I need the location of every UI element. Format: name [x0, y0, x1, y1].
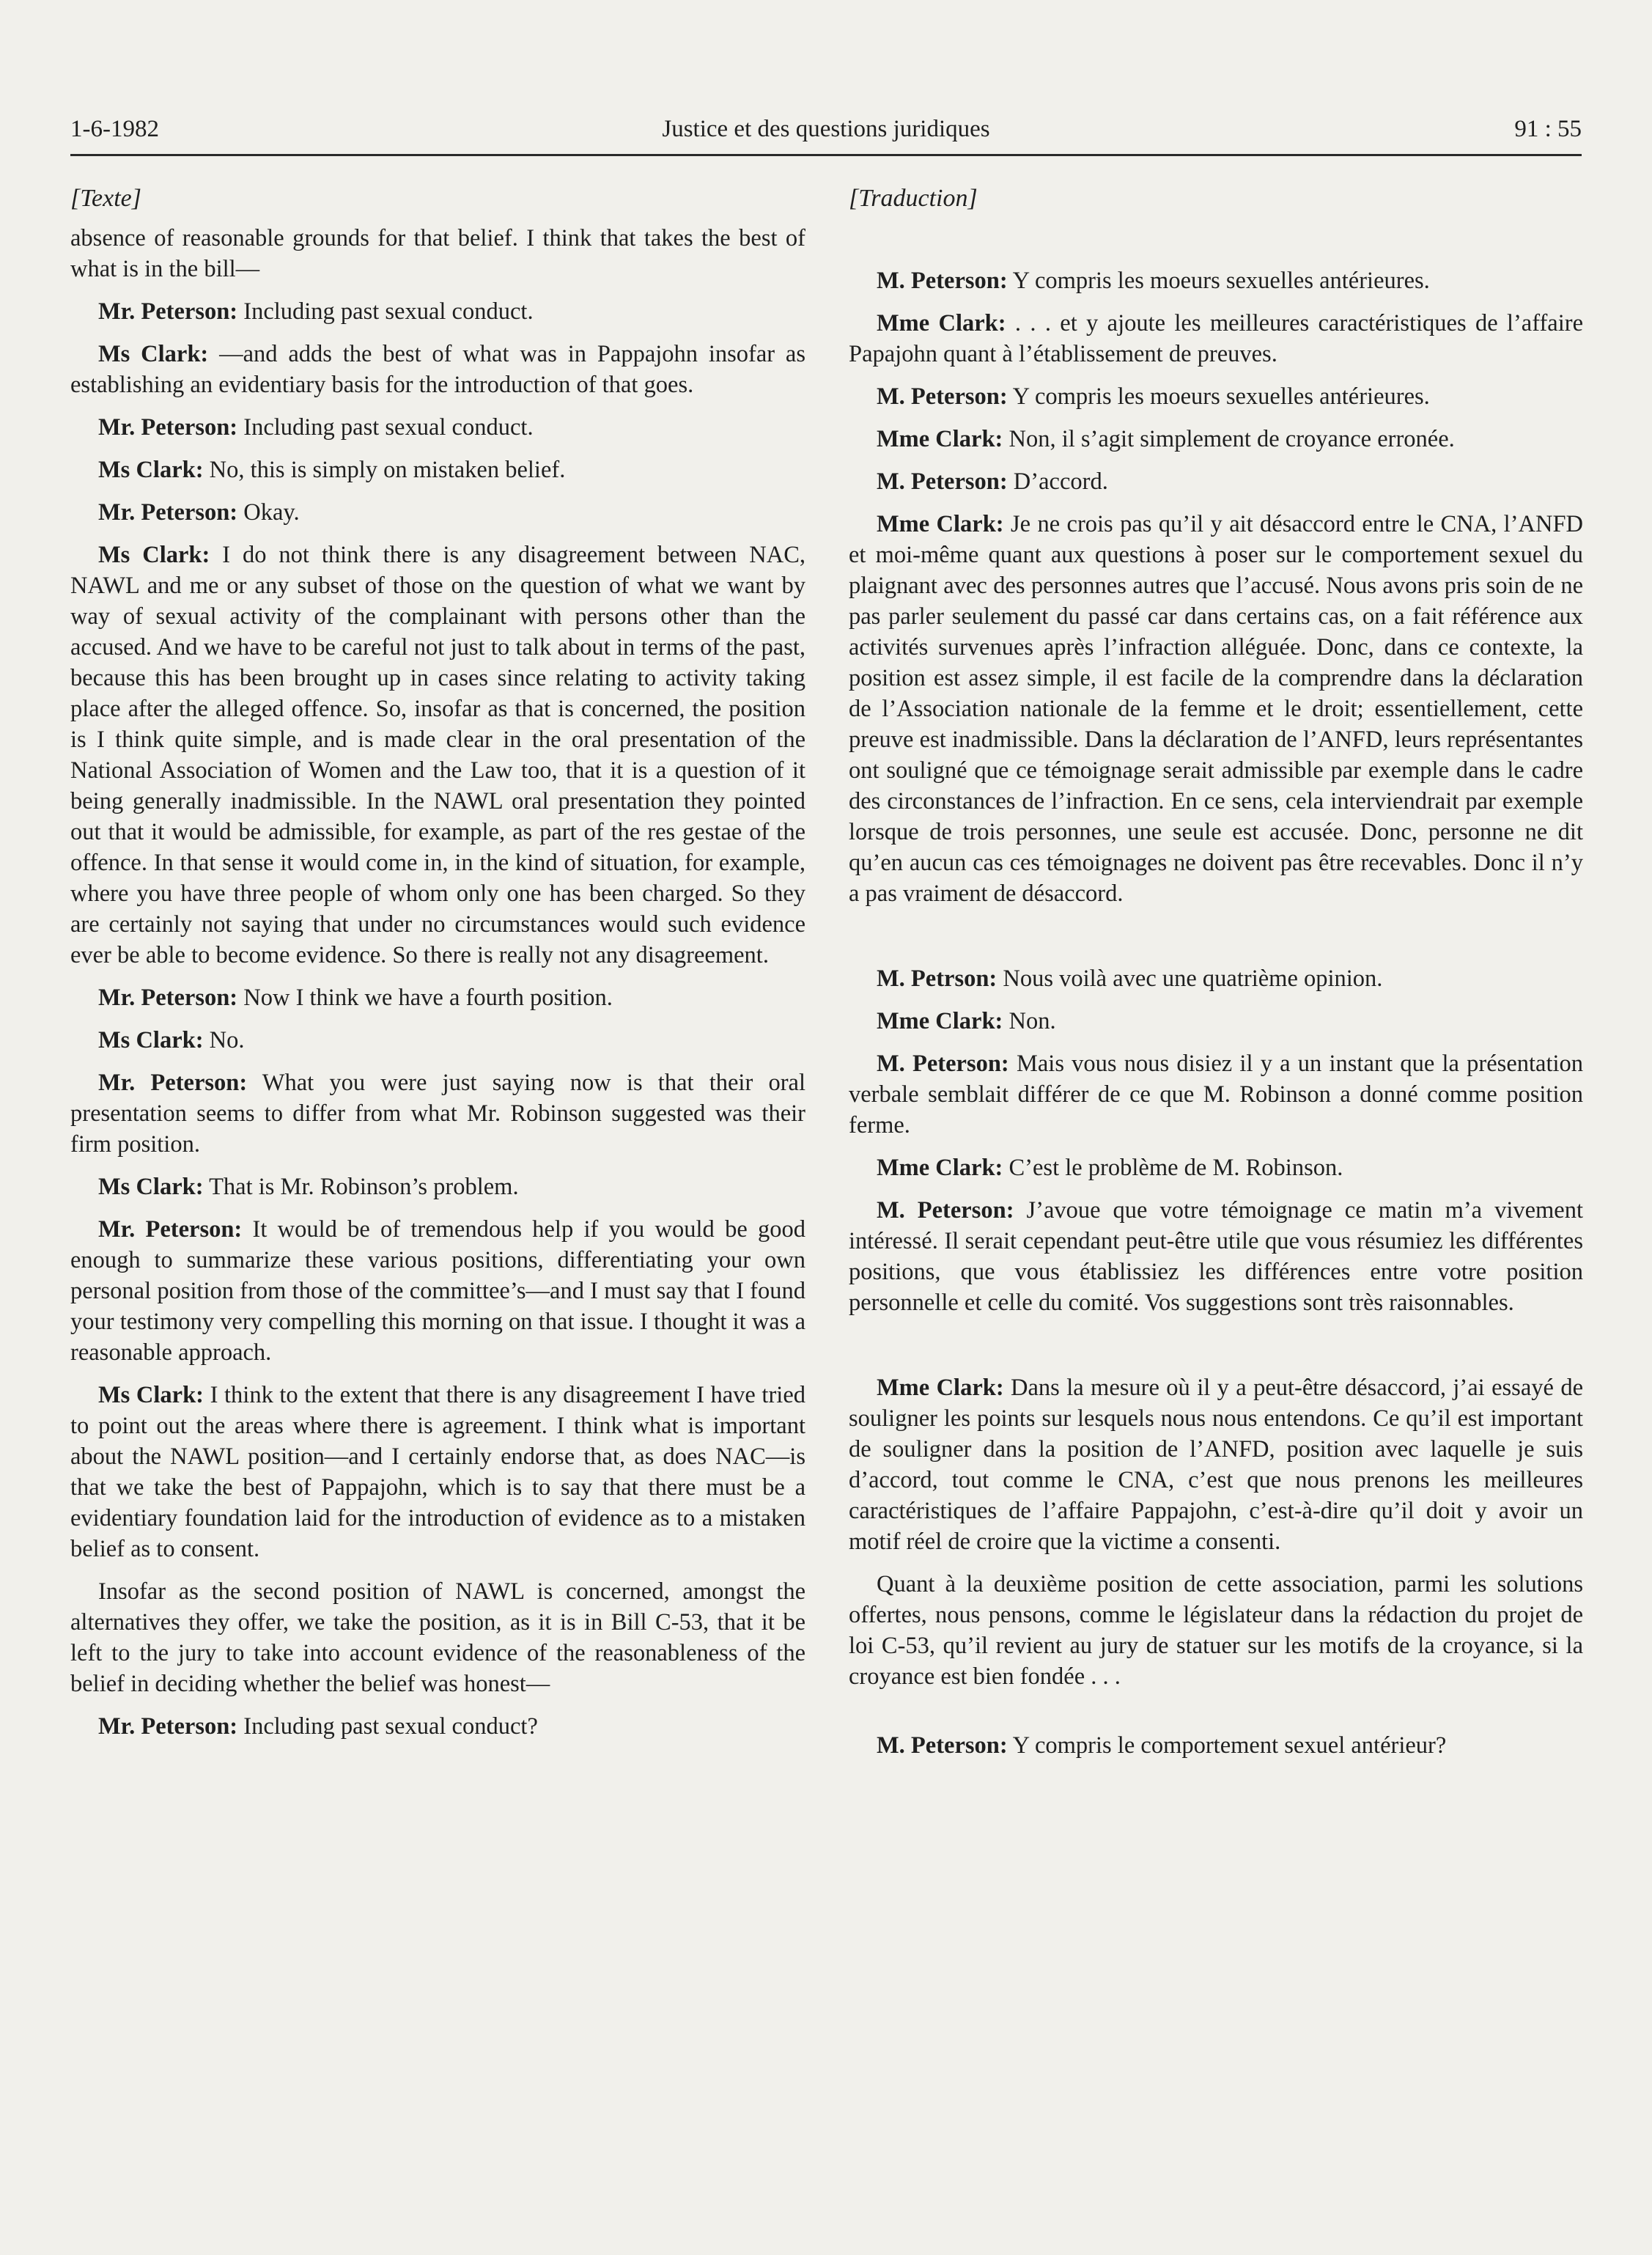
fr-turn-11 — [849, 1195, 1583, 1318]
speech: . . . et y ajoute les meilleures caractéristiques de l’affaire Papajohn quant à l’établissement de preuves. — [849, 310, 1583, 367]
speech: It would be of tremendous help if you would be good enough to summarize these various positions, differentiating your own personal position from those of the committee’s—and I must say that I found your testimony very compelling this morning on that issue. I thought it was a reasonable approach. — [70, 1216, 805, 1366]
spacer — [849, 921, 1583, 963]
speech: Including past sexual conduct? — [237, 1713, 538, 1740]
en-turn-3 — [70, 412, 805, 443]
speaker: Ms Clark: — [98, 542, 210, 568]
speech: Non, il s’agit simplement de croyance erronée. — [1003, 426, 1455, 452]
speaker: M. Peterson: — [877, 383, 1008, 410]
speaker: Ms Clark: — [98, 341, 209, 367]
speaker: M. Peterson: — [877, 1051, 1009, 1077]
speech: I do not think there is any disagreement between NAC, NAWL and me or any subset of those on the question of what we want by way of sexual activity of the complainant with persons other than the accused. And we have to be careful not just to talk about in terms of the past, because this has been brought up in cases since relating to activity taking place after the alleged offence. So, insofar as that is concerned, the position is I think quite simple, and is made clear in the oral presentation of the National Association of Women and the Law too, that it is a question of it being generally inadmissible. In the NAWL oral presentation they pointed out that it would be admissible, for example, as part of the res gestae of the offence. In that sense it would come in, in the kind of situation, for example, where you have three people of whom only one has been charged. So they are certainly not saying that under no circumstances would such evidence ever be able to become evidence. So there is really not any disagreement. — [70, 542, 805, 968]
speech: Dans la mesure où il y a peut-être désaccord, j’ai essayé de souligner les points sur lesquels nous nous entendons. Ce qu’il est important de souligner dans la position de l’ANFD, position avec laquelle je suis d’accord, tout comme le CNA, c’est que nous prenons les meilleures caractéristiques de l’affaire Pappajohn, c’est-à-dire qu’il doit y avoir un motif réel de croire que la victime a consenti. — [849, 1375, 1583, 1555]
speech: No, this is simply on mistaken belief. — [203, 457, 566, 483]
speaker: Mr. Peterson: — [98, 1216, 243, 1243]
speech: I think to the extent that there is any disagreement I have tried to point out the areas where there is agreement. I think what is important about the NAWL position—and I certainly endorse that, as does NAC—is that we take the best of Pappajohn, which is to say that there must be a evidentiary foundation laid for the introduction of evidence as to a mistaken belief as to consent. — [70, 1382, 805, 1562]
speech: No. — [203, 1027, 245, 1053]
fr-turn-10 — [849, 1152, 1583, 1183]
en-turn-13 — [70, 1576, 805, 1699]
speaker: M. Peterson: — [877, 1197, 1014, 1224]
speaker: Mr. Peterson: — [98, 1070, 248, 1096]
fr-turn-14 — [849, 1730, 1583, 1761]
speech: Non. — [1003, 1008, 1056, 1034]
speech: Insofar as the second position of NAWL is concerned, amongst the alternatives they offer, we take the position, as it is in Bill C-53, that it be left to the jury to take into account evidence of the reasonableness of the belief in deciding whether the belief was honest— — [70, 1578, 805, 1697]
speech: Je ne crois pas qu’il y ait désaccord entre le CNA, l’ANFD et moi-même quant aux questions à poser sur le comportement sexuel du plaignant avec des personnes autres que l’accusé. Nous avons pris soin de ne pas parler seulement du passé car dans certains cas, on a fait référence aux activités survenues après l’infraction alléguée. Donc, dans ce contexte, la position est assez simple, il est facile de la comprendre dans la déclaration de l’Association nationale de la femme et le droit; essentiellement, cette preuve est inadmissible. Dans la déclaration de l’ANFD, leurs représentantes ont souligné que ce témoignage serait admissible par exemple dans le cadre des circonstances de l’infraction. En ce sens, cela interviendrait par exemple lorsque de trois personnes, une seule est accusée. Donc, personne ne dit qu’en aucun cas ces témoignages ne doivent pas être recevables. Donc il n’y a pas vraiment de désaccord. — [849, 511, 1583, 907]
en-turn-2 — [70, 339, 805, 400]
fr-turn-1 — [849, 265, 1583, 296]
header-title: Justice et des questions juridiques — [662, 116, 990, 142]
fr-turn-4 — [849, 424, 1583, 455]
speech: Y compris les moeurs sexuelles antérieures. — [1007, 383, 1430, 410]
speaker: Ms Clark: — [98, 1382, 204, 1408]
speaker: Mme Clark: — [877, 1375, 1004, 1401]
speech: Nous voilà avec une quatrième opinion. — [997, 965, 1383, 992]
speech: Y compris le comportement sexuel antérieur? — [1007, 1732, 1447, 1759]
fr-turn-9 — [849, 1048, 1583, 1141]
speaker: Mme Clark: — [877, 426, 1003, 452]
speech: Quant à la deuxième position de cette association, parmi les solutions offertes, nous pensons, comme le législateur dans la rédaction du projet de loi C-53, qu’il revient au jury de statuer sur les motifs de la croyance, si la croyance est bien fondée . . . — [849, 1571, 1583, 1690]
fr-turn-6 — [849, 509, 1583, 909]
en-turn-11 — [70, 1214, 805, 1368]
english-column — [70, 183, 805, 1754]
en-turn-10 — [70, 1171, 805, 1202]
speech: Y compris les moeurs sexuelles antérieures. — [1007, 268, 1430, 294]
speech: C’est le problème de M. Robinson. — [1003, 1155, 1343, 1181]
fr-turn-7 — [849, 963, 1583, 994]
speaker: M. Peterson: — [877, 1732, 1008, 1759]
speaker: Mr. Peterson: — [98, 499, 238, 526]
spacer — [849, 1330, 1583, 1372]
header-date: 1-6-1982 — [70, 116, 159, 142]
speaker: Mme Clark: — [877, 1008, 1003, 1034]
speaker: Mme Clark: — [877, 511, 1004, 537]
fr-turn-8 — [849, 1006, 1583, 1037]
speaker: Ms Clark: — [98, 1174, 204, 1200]
english-column-label: [Texte] — [70, 185, 141, 212]
speech: D’accord. — [1007, 468, 1108, 495]
speech: What you were just saying now is that their oral presentation seems to differ from what Mr. Robinson suggested was their firm position. — [70, 1070, 805, 1158]
en-turn-5 — [70, 497, 805, 528]
fr-turn-3 — [849, 381, 1583, 412]
speaker: Mr. Peterson: — [98, 985, 238, 1011]
speech: Okay. — [237, 499, 300, 526]
speech: Now I think we have a fourth position. — [237, 985, 613, 1011]
en-turn-6 — [70, 540, 805, 971]
speech: J’avoue que votre témoignage ce matin m’a vivement intéressé. Il serait cependant peut-être utile que vous résumiez les différentes positions, que vous établissiez les différences entre votre position personnelle et celle du comité. Vos suggestions sont très raisonnables. — [849, 1197, 1584, 1316]
speech: —and adds the best of what was in Pappajohn insofar as establishing an evidentiary basis for the introduction of that goes. — [70, 341, 805, 398]
fr-turn-2 — [849, 308, 1583, 369]
en-turn-9 — [70, 1067, 805, 1160]
en-turn-4 — [70, 455, 805, 485]
en-turn-7 — [70, 982, 805, 1013]
speech: That is Mr. Robinson’s problem. — [203, 1174, 519, 1200]
speaker: Ms Clark: — [98, 1027, 204, 1053]
speaker: M. Peterson: — [877, 268, 1008, 294]
en-turn-1 — [70, 296, 805, 327]
continuation-paragraph: absence of reasonable grounds for that belief. I think that takes the best of what is in the bill— — [70, 225, 805, 282]
spacer — [849, 1704, 1583, 1730]
en-turn-8 — [70, 1025, 805, 1056]
speaker: Mr. Peterson: — [98, 298, 238, 325]
fr-turn-5 — [849, 466, 1583, 497]
en-turn-14 — [70, 1711, 805, 1742]
french-column — [849, 183, 1583, 1773]
speech: Including past sexual conduct. — [237, 298, 534, 325]
speaker: Mr. Peterson: — [98, 414, 238, 441]
speaker: Mr. Peterson: — [98, 1713, 238, 1740]
speaker: Ms Clark: — [98, 457, 204, 483]
french-column-label: [Traduction] — [849, 185, 978, 212]
speech: Including past sexual conduct. — [237, 414, 534, 441]
speaker: M. Peterson: — [877, 468, 1008, 495]
speech: Mais vous nous disiez il y a un instant que la présentation verbale semblait différer de ce que M. Robinson a donné comme position ferme. — [849, 1051, 1584, 1138]
header-page-number: 91 : 55 — [1514, 116, 1582, 142]
speaker: Mme Clark: — [877, 310, 1006, 336]
speaker: Mme Clark: — [877, 1155, 1003, 1181]
fr-turn-13 — [849, 1569, 1583, 1692]
spacer — [849, 223, 1583, 265]
fr-turn-12 — [849, 1372, 1583, 1557]
en-turn-12 — [70, 1380, 805, 1564]
speaker: M. Petrson: — [877, 965, 998, 992]
running-head — [70, 110, 1582, 156]
